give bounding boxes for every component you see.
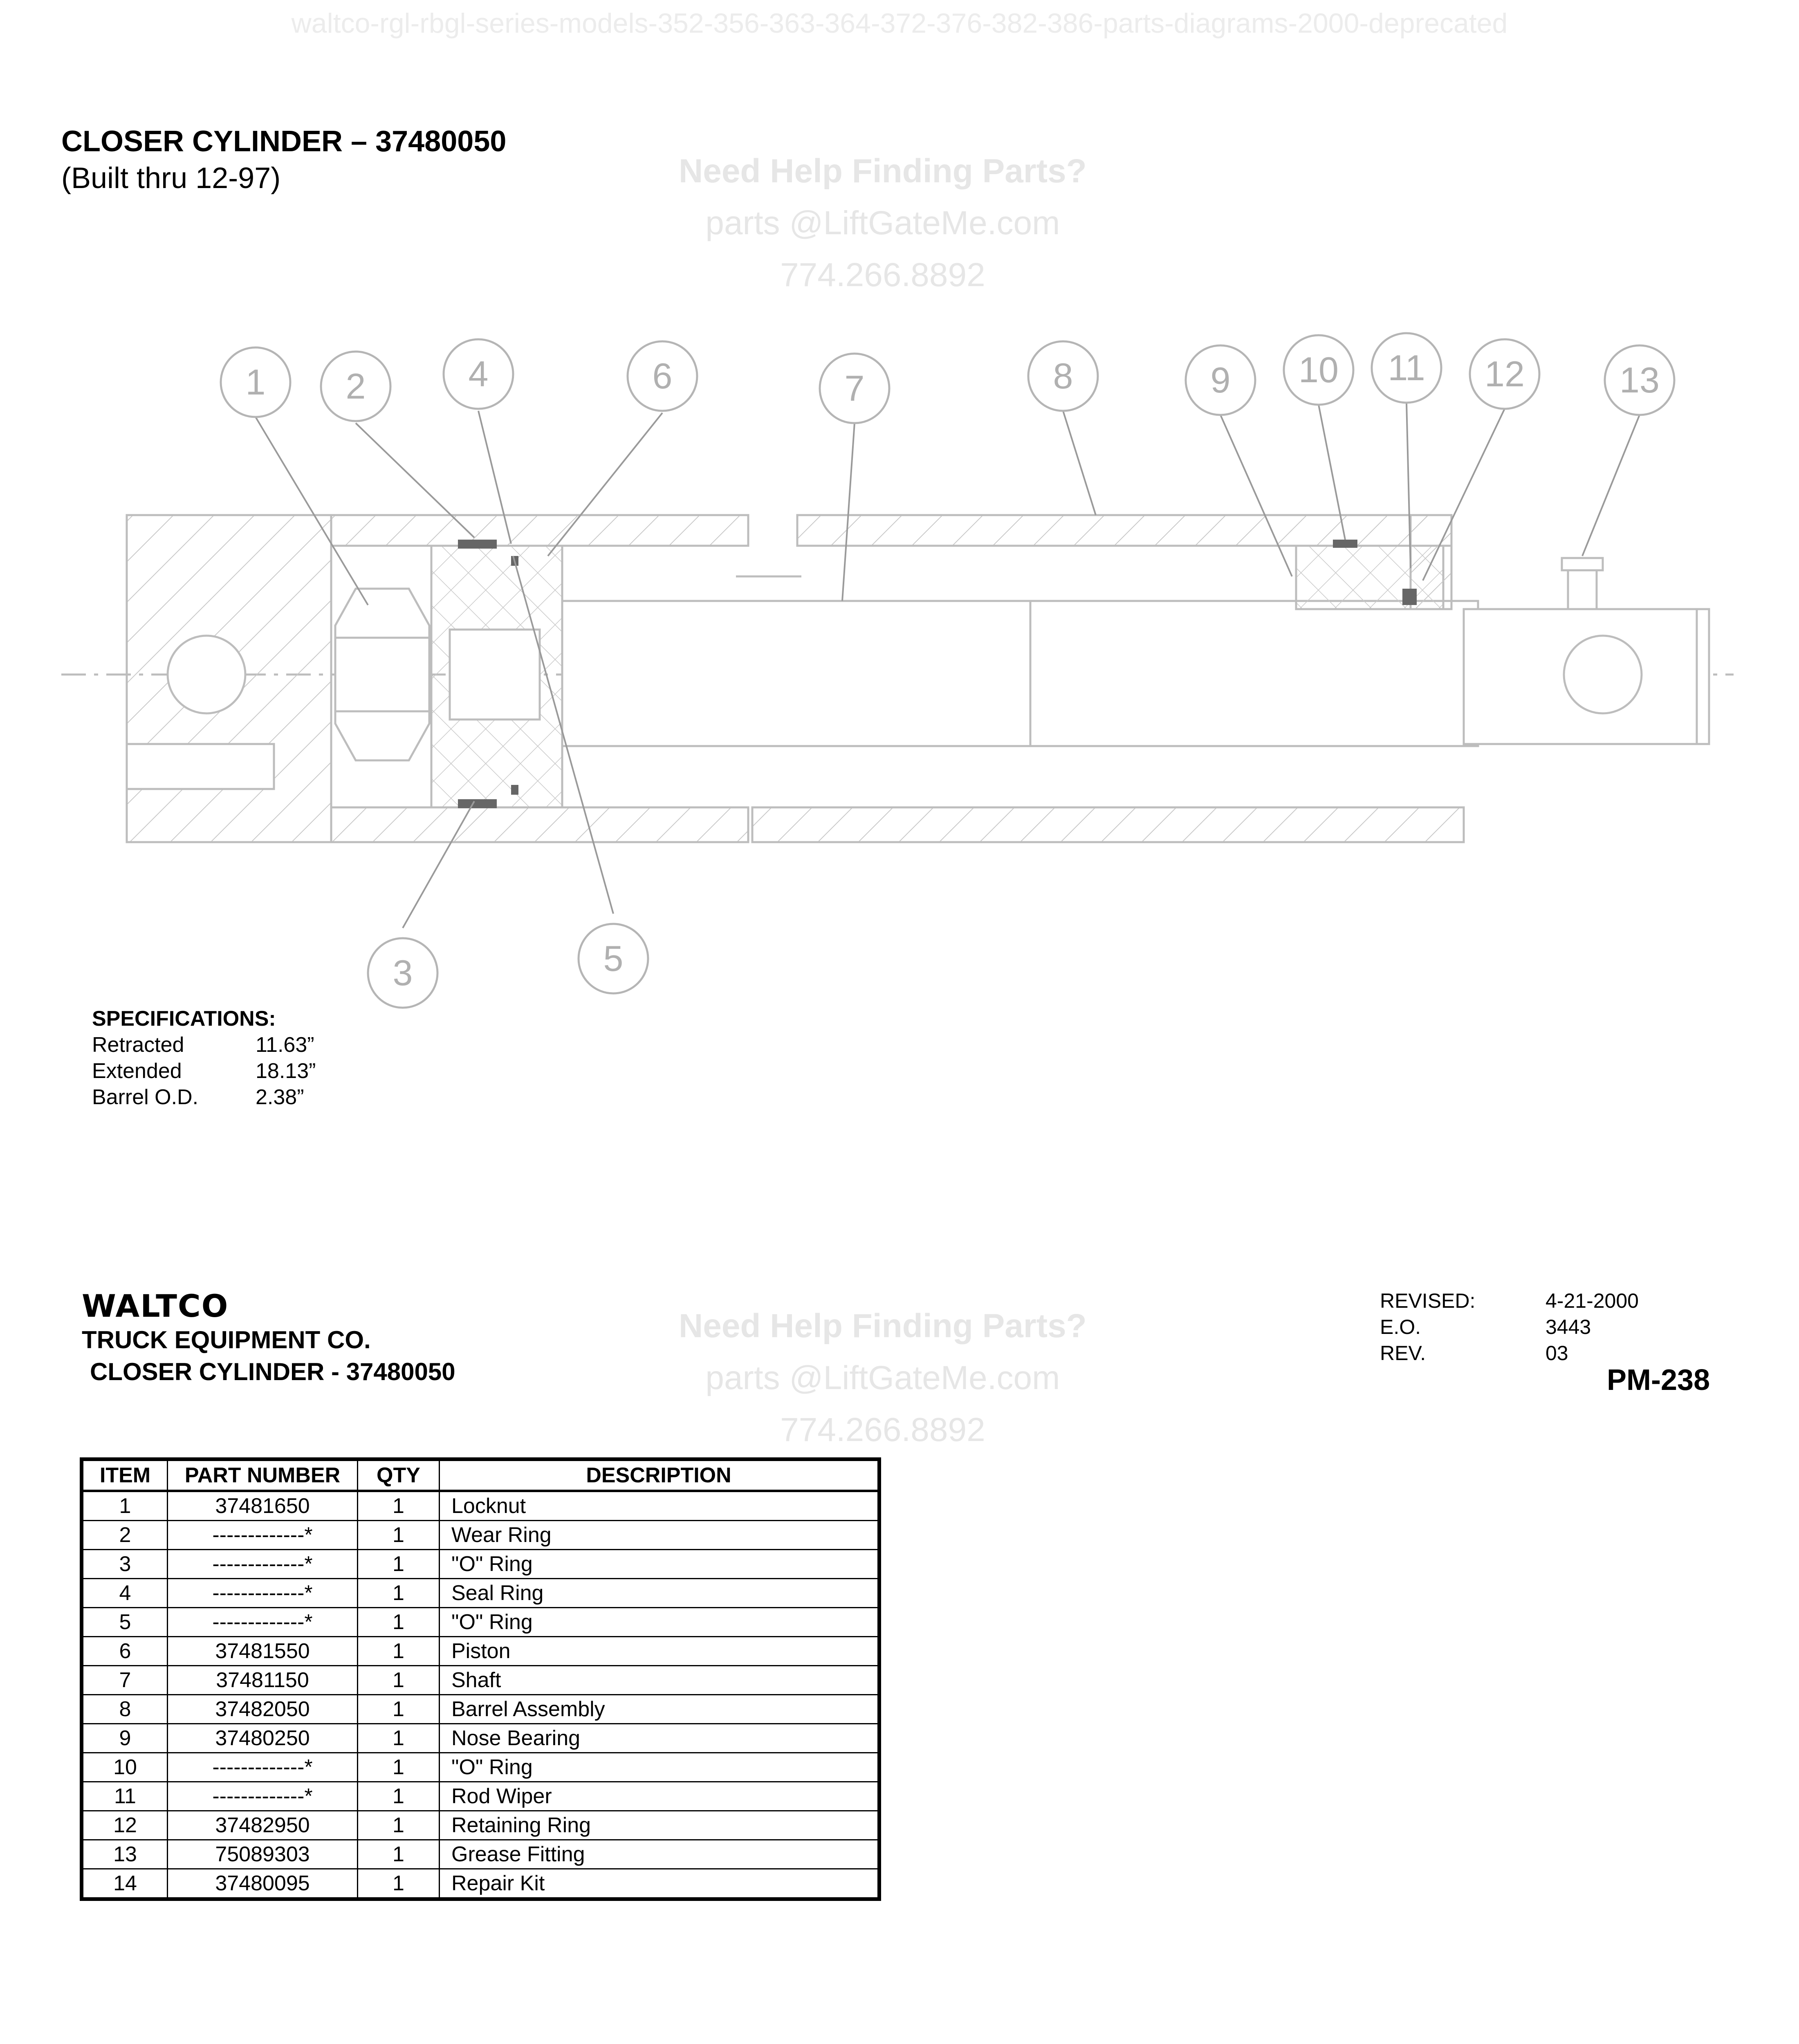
help-watermark-heading: Need Help Finding Parts? [679,152,1087,190]
table-row [82,1811,879,1840]
description-cell: Seal Ring [440,1579,879,1608]
spec-row [92,1058,316,1084]
table-row [82,1840,879,1869]
callout-9: 9 [1210,360,1231,400]
part-number-cell: -------------* [168,1608,358,1637]
spec-value: 11.63” [256,1033,314,1057]
callout-7: 7 [844,368,865,408]
table-row [82,1491,879,1521]
description-cell: Piston [440,1637,879,1666]
qty-cell: 1 [358,1724,440,1753]
spec-value: 18.13” [256,1059,316,1083]
column-header-description: DESCRIPTION [440,1459,879,1491]
callout-2: 2 [345,366,366,406]
qty-cell: 1 [358,1840,440,1869]
part-number-cell: 37480095 [168,1869,358,1899]
parts-table [80,1457,881,1901]
column-header-qty: QTY [358,1459,440,1491]
help-watermark-top [679,145,1087,301]
description-cell: Rod Wiper [440,1782,879,1811]
callout-11: 11 [1388,347,1425,388]
column-header-item: ITEM [82,1459,168,1491]
spec-row [92,1032,316,1058]
table-row [82,1753,879,1782]
spec-row [92,1084,316,1110]
page-code: PM-238 [1607,1364,1710,1396]
revision-label: REVISED: [1380,1289,1476,1312]
description-cell: Wear Ring [440,1521,879,1550]
item-cell: 6 [82,1637,168,1666]
item-cell: 9 [82,1724,168,1753]
qty-cell: 1 [358,1869,440,1899]
help-watermark-middle [679,1300,1087,1456]
item-cell: 4 [82,1579,168,1608]
part-number-cell: 75089303 [168,1840,358,1869]
description-cell: "O" Ring [440,1608,879,1637]
specifications-heading: SPECIFICATIONS: [92,1007,276,1031]
description-cell: Repair Kit [440,1869,879,1899]
table-row [82,1666,879,1695]
callout-4: 4 [468,354,489,394]
description-cell: "O" Ring [440,1753,879,1782]
qty-cell: 1 [358,1491,440,1521]
part-number-cell: -------------* [168,1753,358,1782]
revision-value: 03 [1546,1342,1568,1365]
callout-1: 1 [245,362,266,402]
callout-3: 3 [393,953,413,993]
part-number-cell: 37481550 [168,1637,358,1666]
item-cell: 1 [82,1491,168,1521]
qty-cell: 1 [358,1666,440,1695]
spec-label: Retracted [92,1033,184,1057]
revision-label: REV. [1380,1342,1426,1365]
item-cell: 5 [82,1608,168,1637]
callout-10: 10 [1299,350,1339,390]
part-number-cell: 37482950 [168,1811,358,1840]
table-row [82,1782,879,1811]
callout-5: 5 [603,938,624,979]
document-part-title: CLOSER CYLINDER - 37480050 [90,1358,455,1385]
company-name: TRUCK EQUIPMENT CO. [82,1326,371,1354]
qty-cell: 1 [358,1695,440,1724]
help-watermark-email: parts @LiftGateMe.com [705,1359,1060,1397]
item-cell: 13 [82,1840,168,1869]
revision-value: 3443 [1546,1316,1591,1338]
part-number-cell: 37481150 [168,1666,358,1695]
parts-table-header-row [82,1459,879,1491]
document-watermark-filename: waltco-rgl-rbgl-series-models-352-356-363-364-372-376-382-386-parts-diagrams-2000-deprecated [291,8,1508,39]
part-number-cell: -------------* [168,1782,358,1811]
column-header-part-number: PART NUMBER [168,1459,358,1491]
revision-row [1380,1288,1639,1314]
table-row [82,1550,879,1579]
description-cell: Locknut [440,1491,879,1521]
revision-row [1380,1340,1639,1366]
spec-label: Barrel O.D. [92,1085,199,1109]
item-cell: 2 [82,1521,168,1550]
table-row [82,1695,879,1724]
description-cell: Retaining Ring [440,1811,879,1840]
item-cell: 14 [82,1869,168,1899]
table-row [82,1608,879,1637]
specifications [92,1006,316,1110]
help-watermark-heading: Need Help Finding Parts? [679,1307,1087,1345]
table-row [82,1521,879,1550]
qty-cell: 1 [358,1637,440,1666]
callout-6: 6 [652,356,673,396]
item-cell: 12 [82,1811,168,1840]
table-row [82,1637,879,1666]
part-number-cell: -------------* [168,1579,358,1608]
help-watermark-email: parts @LiftGateMe.com [705,204,1060,242]
item-cell: 7 [82,1666,168,1695]
callout-13: 13 [1620,360,1660,400]
part-number-cell: 37482050 [168,1695,358,1724]
table-row [82,1579,879,1608]
table-row [82,1724,879,1753]
description-cell: Shaft [440,1666,879,1695]
description-cell: Nose Bearing [440,1724,879,1753]
item-cell: 11 [82,1782,168,1811]
cylinder-cross-section-diagram [0,286,1799,1022]
qty-cell: 1 [358,1521,440,1550]
revision-row [1380,1314,1639,1340]
qty-cell: 1 [358,1753,440,1782]
waltco-logo: WALTCO [82,1288,229,1324]
help-watermark-phone: 774.266.8892 [780,256,985,294]
callout-12: 12 [1485,354,1525,394]
callout-8: 8 [1053,356,1073,396]
qty-cell: 1 [358,1550,440,1579]
part-number-cell: 37480250 [168,1724,358,1753]
revision-label: E.O. [1380,1316,1421,1338]
page-title: CLOSER CYLINDER – 37480050 [61,125,507,158]
part-number-cell: 37481650 [168,1491,358,1521]
item-cell: 10 [82,1753,168,1782]
qty-cell: 1 [358,1608,440,1637]
spec-label: Extended [92,1059,182,1083]
description-cell: Grease Fitting [440,1840,879,1869]
qty-cell: 1 [358,1811,440,1840]
table-row [82,1869,879,1899]
part-number-cell: -------------* [168,1550,358,1579]
revision-block [1380,1288,1639,1366]
page-subtitle: (Built thru 12-97) [61,162,281,195]
qty-cell: 1 [358,1579,440,1608]
qty-cell: 1 [358,1782,440,1811]
spec-value: 2.38” [256,1085,304,1109]
company-block [82,1288,455,1388]
part-number-cell: -------------* [168,1521,358,1550]
item-cell: 3 [82,1550,168,1579]
description-cell: Barrel Assembly [440,1695,879,1724]
help-watermark-phone: 774.266.8892 [780,1411,985,1449]
description-cell: "O" Ring [440,1550,879,1579]
item-cell: 8 [82,1695,168,1724]
revision-value: 4-21-2000 [1546,1289,1639,1312]
